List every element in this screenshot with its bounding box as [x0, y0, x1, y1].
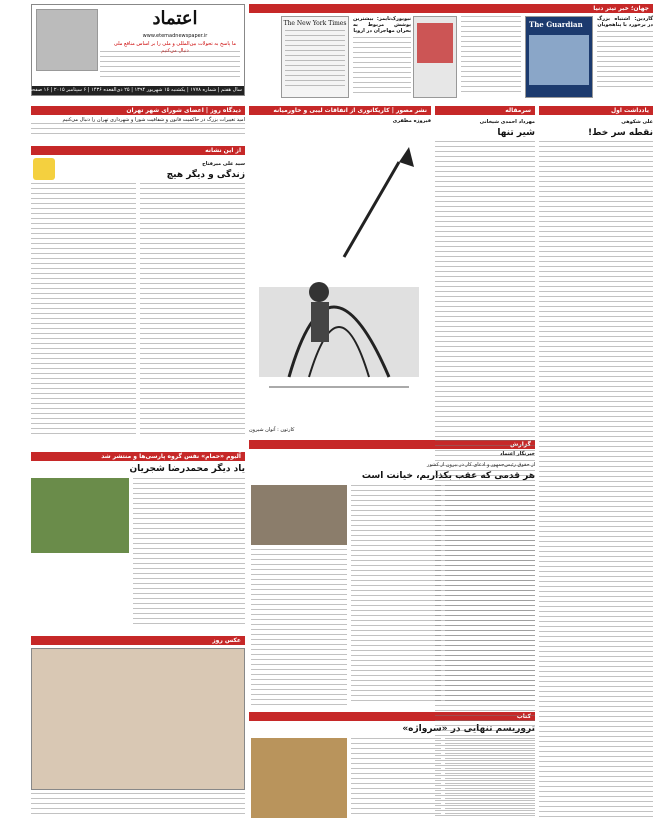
- guardian-summary-text: گاردین: اشتباه بزرگ در برخورد با پناهجویان: [597, 16, 653, 28]
- editorial-column: [539, 106, 653, 816]
- left-mid-body-right: [140, 183, 245, 438]
- middle-title[interactable]: شیر تنها: [497, 128, 535, 138]
- nyt-summary-text: نیویورک‌تایمز: بیشترین پوشش مربوط به بحران مهاجران در اروپا: [353, 16, 411, 34]
- masthead-logo-block: [110, 8, 240, 32]
- left-bottom-section: [31, 636, 245, 816]
- left-top-text: امید تغییرات بزرگ در حاکمیت قانون و شفافیت شورا و شهرداری تهران را دنبال می‌کنیم: [62, 117, 245, 123]
- center-story-bar: گزارش: [249, 440, 535, 449]
- left-mid-bar: از این نشانه: [31, 146, 245, 155]
- middle-author: مهرداد احمدی شیخانی: [479, 119, 535, 125]
- left-story-bar: آلبوم «حمام» نفس گروه پارسی‌ها و منتشر شد: [31, 452, 245, 461]
- masthead-thumbnail: [36, 9, 98, 71]
- editorial-author: علی شکوهی: [621, 119, 653, 125]
- guardian-photo: [529, 35, 589, 85]
- left-story-body: [133, 478, 245, 628]
- center-summary: [461, 16, 521, 96]
- nyt-summary: [353, 16, 411, 96]
- nyt-title: The New York Times: [283, 20, 347, 27]
- nyt-thumbnail-2[interactable]: [413, 16, 457, 98]
- center-story-title[interactable]: هر قدمی که عقب بکذاریم، خیانت است: [361, 471, 535, 481]
- left-mid-author: سید علی میرفتاح: [202, 161, 245, 167]
- cartoon-section: [249, 106, 431, 436]
- guardian-title: The Guardian: [529, 20, 583, 29]
- left-bottom-photo[interactable]: [31, 648, 245, 790]
- middle-bar: سرمقاله: [435, 106, 535, 115]
- top-world-section: [249, 4, 653, 100]
- center-story-lead: از حقوق رئیس‌جمهور و ادعای کار در بیرون از کشور: [427, 462, 535, 468]
- masthead-website[interactable]: www.etemadnewspaper.ir: [142, 33, 208, 39]
- masthead-date-line: سال هفتم | شماره ۱۷۷۸ | یکشنبه ۱۵ شهریور ۱۳۹۴ | ۲۵ ذی‌القعده ۱۴۳۶ | ۶ سپتامبر ۲۰۱۵ | ۱۶ صفحه | ۱۰۰۰ تومان: [0, 87, 242, 93]
- cartoon-drawing: [249, 127, 431, 427]
- left-top-bar: دیدگاه روز | اعضای شورای شهر تهران: [31, 106, 245, 115]
- cartoon-bar: نشر مصور | کاریکاتوری از اتفاقات لیبی و خاورمیانه: [249, 106, 431, 115]
- center-story-col2: [351, 485, 441, 705]
- guardian-summary: [597, 16, 653, 96]
- left-mid-body-left: [31, 183, 136, 438]
- left-story-photo: [31, 478, 129, 553]
- editorial-body: [539, 141, 653, 821]
- cartoon-author: فیروزه مظفری: [392, 118, 431, 124]
- book-bar: کتاب: [249, 712, 535, 721]
- center-story-photo: [251, 485, 347, 545]
- left-mid-section: [31, 146, 245, 446]
- nyt-thumbnail[interactable]: [281, 16, 349, 98]
- center-story-author: خبرنگار اعتماد: [499, 451, 535, 457]
- masthead-logo: اعتماد: [152, 8, 198, 29]
- left-story-section: [31, 452, 245, 634]
- editorial-title[interactable]: نقطه سر خط!: [587, 128, 653, 138]
- middle-body: [435, 141, 535, 441]
- left-mid-title[interactable]: زندگی و دیگر هیچ: [166, 170, 245, 180]
- editorial-bar: یادداشت اول: [539, 106, 653, 115]
- left-story-title[interactable]: یاد دیگر محمدرضا شجریان: [129, 464, 245, 474]
- masthead-tagline: ما پاسخ به تحولات بین‌المللی و ملی را بر اساس منافع ملی دنبال می‌کنیم: [113, 41, 237, 54]
- middle-column: [435, 106, 535, 436]
- guardian-thumbnail[interactable]: [525, 16, 593, 98]
- cartoon-caption: کارتون : آتوان شیرون: [249, 427, 295, 433]
- middle-lower-body: [435, 440, 535, 816]
- left-bottom-bar: عکس روز: [31, 636, 245, 645]
- pencil-icon: [33, 158, 55, 180]
- thumbnail-photo: [417, 23, 453, 63]
- top-section-label: جهان؛ خبر تیتر دنیا: [249, 4, 653, 13]
- book-title[interactable]: تروریسم تنهایی در «سرواژه»: [402, 724, 535, 734]
- left-top-section: [31, 106, 245, 142]
- masthead: [0, 4, 245, 96]
- book-cover: [251, 738, 347, 818]
